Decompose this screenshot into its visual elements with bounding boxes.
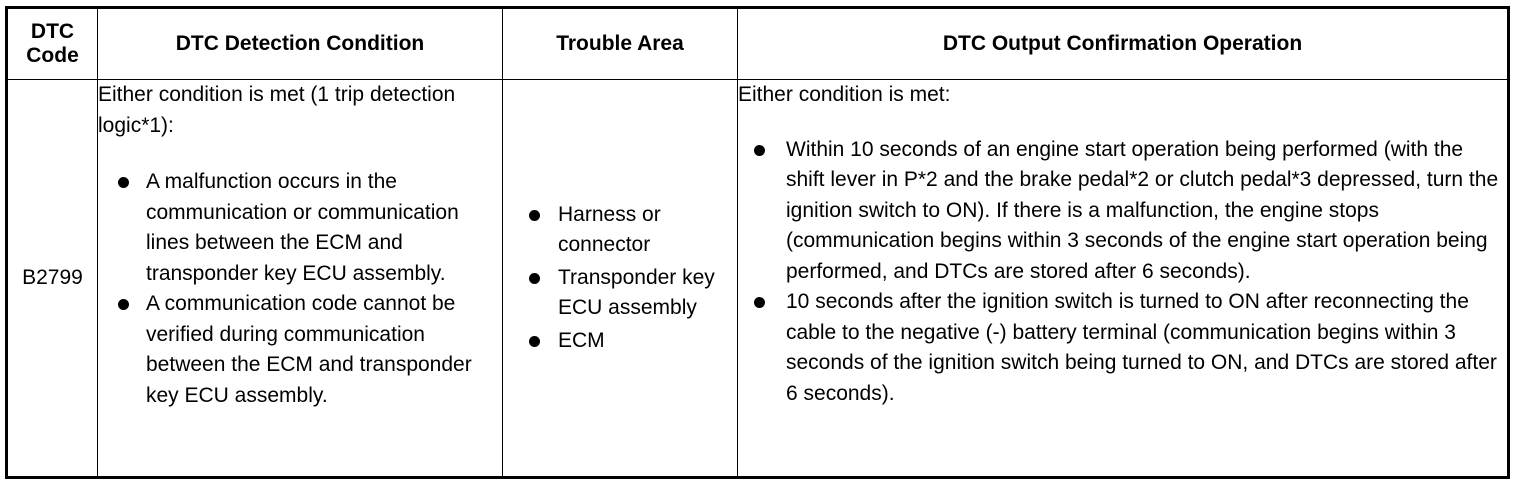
output-confirmation-item: 10 seconds after the ignition switch is turned to ON after reconnecting the cable to the negative (-) battery terminal (communication begins within 3 seconds of the ignition switch being turned to ON, and DTCs are stored after 6 seconds). bbox=[738, 287, 1507, 409]
detection-condition-cell bbox=[98, 80, 503, 478]
output-lead-text: Either condition is met: bbox=[738, 83, 951, 106]
trouble-area-item: Transponder key ECU assembly bbox=[503, 263, 737, 324]
header-detection-condition: DTC Detection Condition bbox=[98, 8, 503, 80]
header-output-confirmation: DTC Output Confirmation Operation bbox=[738, 8, 1509, 80]
trouble-area-item: ECM bbox=[503, 326, 737, 357]
detection-condition-item: A communication code cannot be verified during communication between the ECM and transponder key ECU assembly. bbox=[98, 289, 502, 411]
header-trouble-area: Trouble Area bbox=[503, 8, 738, 80]
header-dtc-code bbox=[7, 8, 98, 80]
trouble-area-list bbox=[503, 200, 737, 357]
detection-lead-text: Either condition is met (1 trip detection logic*1): bbox=[98, 83, 456, 137]
dtc-code-cell: B2799 bbox=[7, 80, 98, 478]
output-confirmation-cell bbox=[738, 80, 1509, 478]
trouble-area-cell bbox=[503, 80, 738, 478]
detection-condition-item: A malfunction occurs in the communication or communication lines between the ECM and transponder key ECU assembly. bbox=[98, 167, 502, 289]
trouble-area-item: Harness or connector bbox=[503, 200, 737, 261]
output-confirmation-item: Within 10 seconds of an engine start operation being performed (with the shift lever in P*2 and the brake pedal*2 or clutch pedal*3 depressed, turn the ignition switch to ON). If there is a malfunction, the engine stops (communication begins within 3 seconds of the engine start operation being performed, and DTCs are stored after 6 seconds). bbox=[738, 135, 1507, 288]
detection-condition-list bbox=[98, 167, 502, 411]
header-row bbox=[7, 8, 1509, 80]
header-dtc-code-line1: DTC bbox=[30, 20, 75, 43]
header-dtc-code-line2: Code bbox=[26, 44, 79, 67]
table-row bbox=[7, 80, 1509, 478]
output-confirmation-list bbox=[738, 135, 1507, 410]
dtc-table bbox=[5, 6, 1510, 479]
